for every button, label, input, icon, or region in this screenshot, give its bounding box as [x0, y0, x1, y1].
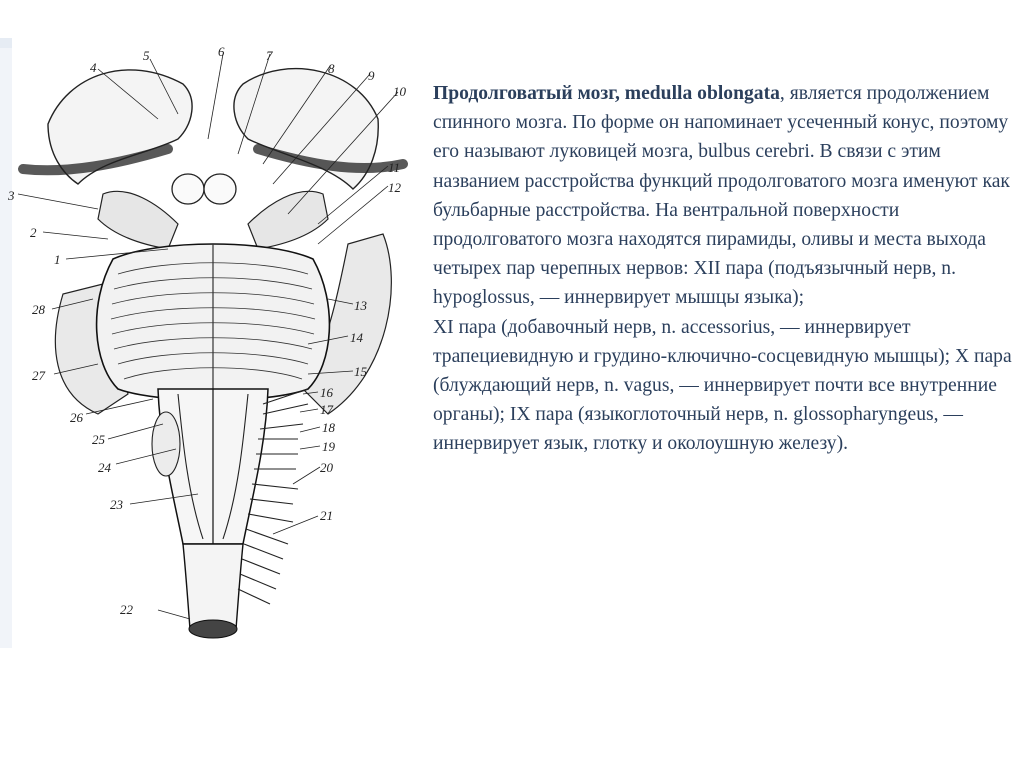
fig-label-25: 25 — [92, 432, 105, 447]
brainstem-drawing — [8, 44, 420, 644]
brainstem-illustration — [8, 44, 420, 644]
fig-label-1: 1 — [54, 252, 61, 267]
fig-label-16: 16 — [320, 385, 333, 400]
fig-label-24: 24 — [98, 460, 111, 475]
fig-label-10: 10 — [393, 84, 406, 99]
mammillary-body-right — [204, 174, 236, 204]
mammillary-body-left — [172, 174, 204, 204]
fig-label-5: 5 — [143, 48, 150, 63]
fig-label-2: 2 — [30, 225, 37, 240]
fig-label-17: 17 — [320, 402, 333, 417]
fig-label-12: 12 — [388, 180, 401, 195]
fig-label-22: 22 — [120, 602, 133, 617]
fig-label-21: 21 — [320, 508, 333, 523]
spinal-cord — [183, 544, 243, 629]
fig-label-27: 27 — [32, 368, 45, 383]
paragraph-1-body: , является продолжением спинного мозга. По форме он напоминает усеченный конус, поэтому его называют луковицей мозга, bulbus cerebri. В связи с этим названием расстройства функций продолговатого мозга именуют как бульбарные расстройства. На вентральной поверхности продолговатого мозга находятся пирамиды, оливы и места выхода четырех пар черепных нервов: XII пара (подъязычный нерв, n. hypoglossus, — иннервирует мышцы языка); — [433, 83, 1010, 309]
fig-label-14: 14 — [350, 330, 363, 345]
fig-label-9: 9 — [368, 68, 375, 83]
fig-label-23: 23 — [110, 497, 123, 512]
fig-label-7: 7 — [266, 48, 273, 63]
fig-label-26: 26 — [70, 410, 83, 425]
fig-label-28: 28 — [32, 302, 45, 317]
peduncle-right — [248, 191, 328, 249]
fig-label-18: 18 — [322, 420, 335, 435]
fig-label-15: 15 — [354, 364, 367, 379]
fig-label-19: 19 — [322, 439, 335, 454]
description-text — [433, 79, 1019, 459]
fig-label-11: 11 — [388, 160, 401, 175]
spinal-cord-section — [189, 620, 237, 638]
peduncle-left — [98, 191, 178, 249]
fig-label-6: 6 — [218, 44, 225, 59]
fig-label-20: 20 — [320, 460, 333, 475]
paragraph-2: XI пара (добавочный нерв, n. accessorius, — иннервирует трапециевидную и грудино-ключично-сосцевидную мышцы); X пара (блуждающий нерв, n. vagus, — иннервирует почти все внутренние органы); IX пара (языкоглоточный нерв, n. glossopharyngeus, — иннервирует язык, глотку и околоушную железу). — [433, 316, 1012, 455]
paragraph-1 — [433, 79, 1019, 313]
term-medulla-oblongata: Продолговатый мозг, medulla oblongata — [433, 83, 780, 104]
fig-label-4: 4 — [90, 60, 97, 75]
fig-label-3: 3 — [8, 188, 15, 203]
fig-label-13: 13 — [354, 298, 367, 313]
fig-label-8: 8 — [328, 61, 335, 76]
olive-left — [152, 412, 180, 476]
